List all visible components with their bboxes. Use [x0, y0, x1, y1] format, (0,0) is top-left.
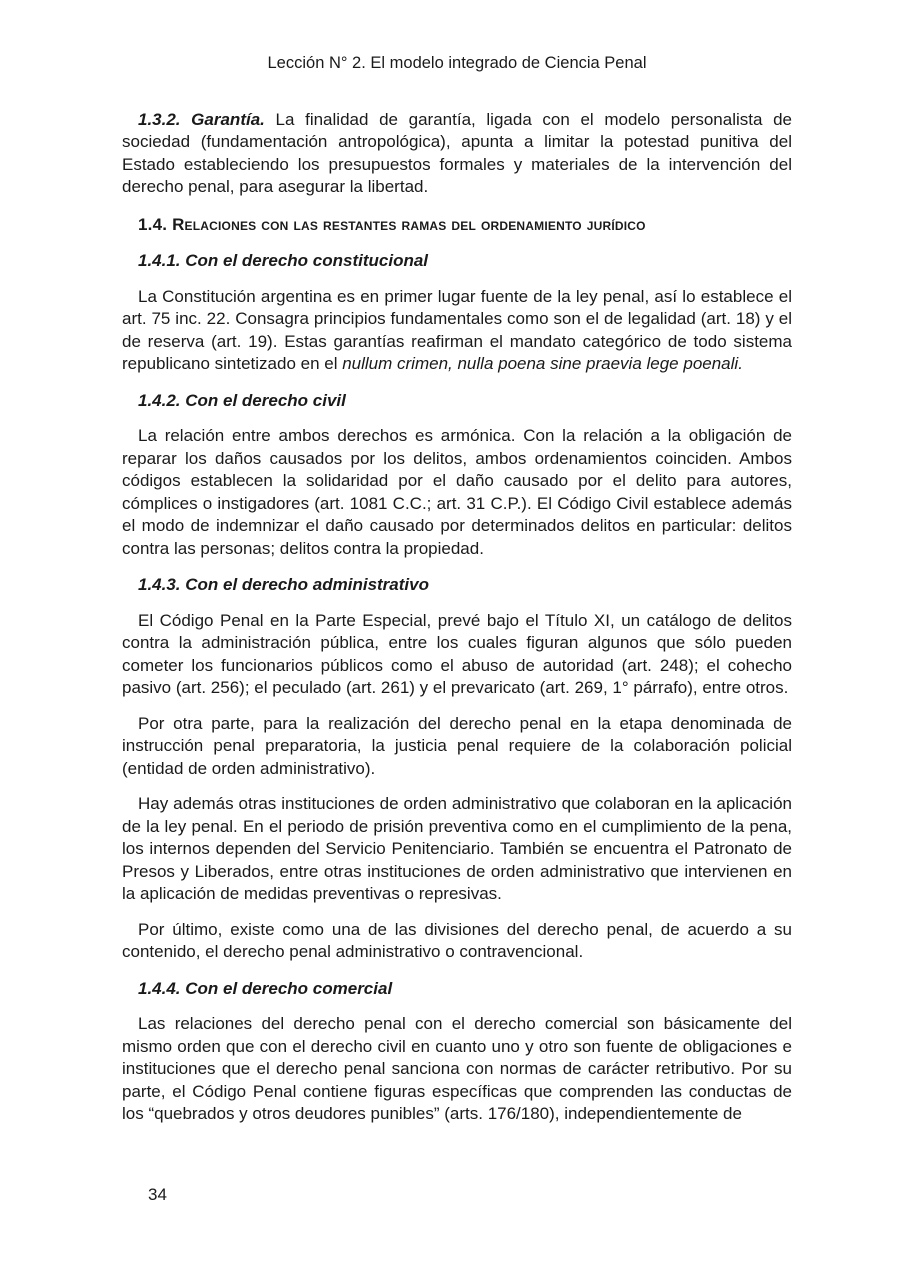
paragraph-1-4-2-civil: La relación entre ambos derechos es armónica. Con la relación a la obligación de reparar los daños causados por los delitos, ambos ordenamientos coinciden. Ambos códigos establecen la solidaridad por el daño causado por el delito para autores, cómplices o instigadores (art. 1081 C.C.; art. 31 C.P.). El Código Civil establece además el modo de indemnizar el daño causado por determinados delitos en particular: delitos contra las personas; delitos contra la propiedad.	[122, 426, 792, 558]
section-heading-1-4-4: 1.4.4. Con el derecho comercial	[138, 978, 393, 998]
section-heading-1-4-3: 1.4.3. Con el derecho administrativo	[138, 575, 429, 594]
paragraph-1-4-3-administrativo-3: Hay además otras instituciones de orden administrativo que colaboran en la aplicación de la ley penal. En el periodo de prisión preventiva como en el cumplimiento de la pena, los internos dependen del Servicio Penitenciario. También se encuentra el Patronato de Presos y Liberados, entre otras instituciones de orden administrativo que intervienen en la aplicación de medidas preventivas o represivas.	[122, 794, 792, 903]
paragraph-1-4-3-administrativo-2: Por otra parte, para la realización del derecho penal en la etapa denominada de instrucción penal preparatoria, la justicia penal requiere de la colaboración policial (entidad de orden administrativo).	[122, 713, 792, 778]
paragraph-1-4-4-comercial: Las relaciones del derecho penal con el derecho comercial son básicamente del mismo orden que con el derecho civil en cuanto uno y otro son fuente de obligaciones e instituciones que el derecho penal sanciona con normas de carácter retributivo. Por su parte, el Código Penal contiene figuras específicas que comprenden las conductas de los “quebrados y otros deudores punibles” (arts. 176/180), independientemente de	[122, 1014, 792, 1123]
paragraph-1-4-1-constitucional	[122, 286, 792, 376]
paragraph-1-4-1-latin-phrase: nullum crimen, nulla poena sine praevia lege poenali.	[342, 354, 743, 373]
paragraph-1-3-2-lead: 1.3.2. Garantía.	[138, 109, 265, 129]
running-header: Lección N° 2. El modelo integrado de Ciencia Penal	[267, 54, 647, 72]
page-number: 34	[148, 1185, 167, 1204]
section-heading-1-4-1: 1.4.1. Con el derecho constitucional	[138, 251, 429, 270]
paragraph-1-4-3-administrativo-4: Por último, existe como una de las divisiones del derecho penal, de acuerdo a su contenido, el derecho penal administrativo o contravencional.	[122, 919, 792, 961]
paragraph-1-3-2-garantia	[122, 109, 792, 199]
section-heading-1-4-2: 1.4.2. Con el derecho civil	[138, 390, 346, 410]
paragraph-1-4-3-administrativo-1: El Código Penal en la Parte Especial, prevé bajo el Título XI, un catálogo de delitos contra la administración pública, entre los cuales figuran algunos que sólo pueden cometer los funcionarios públicos como el abuso de autoridad (art. 248); el cohecho pasivo (art. 256); el peculado (art. 261) y el prevaricato (art. 269, 1° párrafo), entre otros.	[122, 610, 792, 697]
section-heading-1-4: 1.4. Relaciones con las restantes ramas del ordenamiento jurídico	[138, 214, 646, 234]
paragraph-1-3-2-text: La finalidad de garantía, ligada con el modelo personalista de sociedad (fundamentación antropológica), apunta a limitar la potestad punitiva del Estado estableciendo los presupuestos formales y materiales de la intervención del derecho penal, para asegurar la libertad.	[122, 109, 792, 196]
paragraph-1-4-1-text: La Constitución argentina es en primer lugar fuente de la ley penal, así lo establece el art. 75 inc. 22. Consagra principios fundamentales como son el de legalidad (art. 18) y el de reserva (art. 19). Estas garantías reafirman el mandato categórico de todo sistema republicano sintetizado en el	[122, 286, 792, 373]
